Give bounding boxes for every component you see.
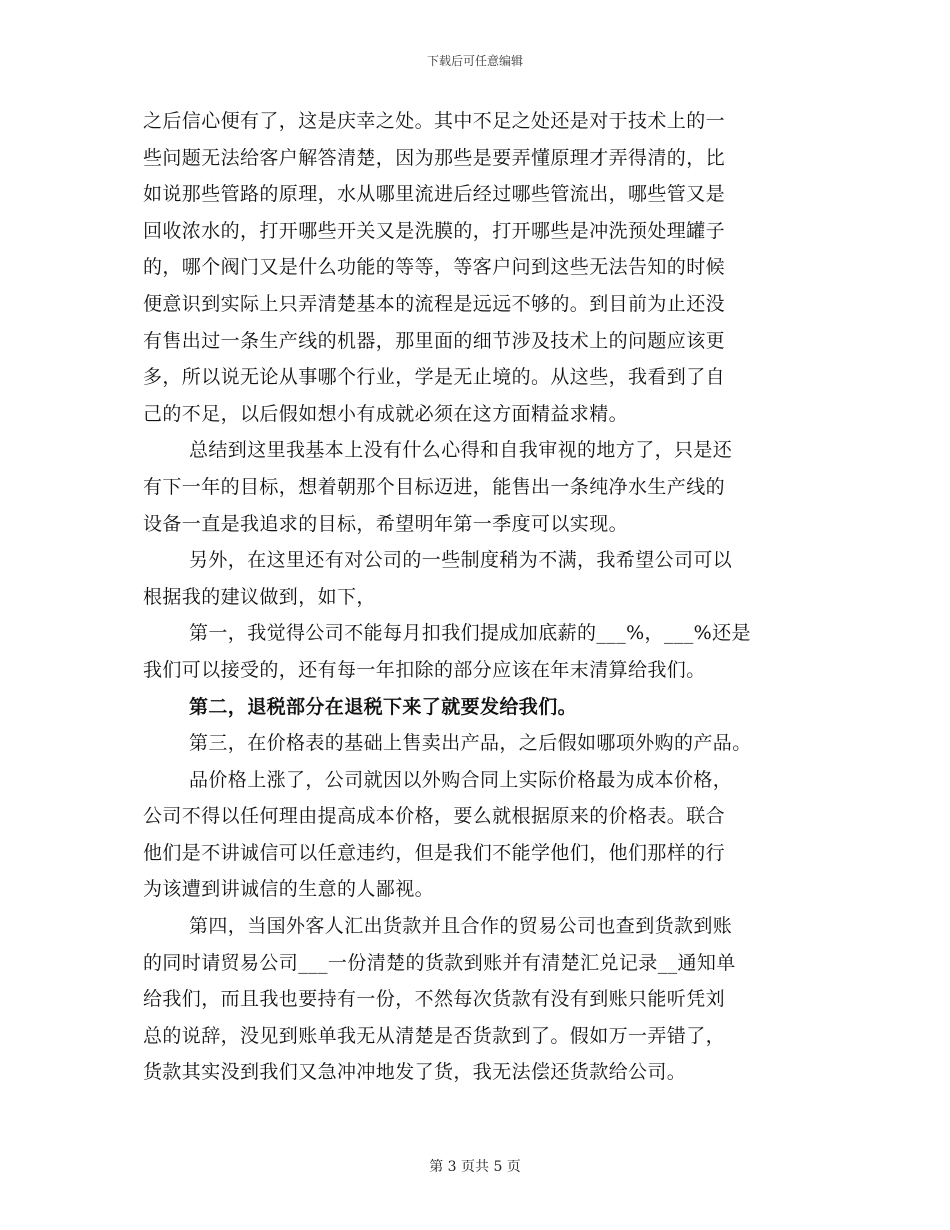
text-line: 多，所以说无论从事哪个行业，学是无止境的。从这些，我看到了自 [143,366,726,389]
text-line: 之后信心便有了，这是庆幸之处。其中不足之处还是对于技术上的一 [143,110,726,132]
text-line: 我们可以接受的，还有每一年扣除的部分应该在年末清算给我们。 [143,658,706,681]
text-line: 总的说辞，没见到账单我无从清楚是否货款到了。假如万一弄错了， [143,1024,726,1047]
text-line: 第一，我觉得公司不能每月扣我们提成加底薪的___%，___%还是 [189,622,751,645]
text-line: 给我们，而且我也要持有一份，不然每次货款有没有到账只能听凭刘 [143,988,726,1011]
text-line: 总结到这里我基本上没有什么心得和自我审视的地方了，只是还 [189,439,733,462]
text-line: 回收浓水的，打开哪些开关又是洗膜的，打开哪些是冲洗预处理罐子 [143,219,726,242]
text-line: 根据我的建议做到，如下， [143,585,376,608]
text-line: 如说那些管路的原理，水从哪里流进后经过哪些管流出，哪些管又是 [143,183,726,206]
text-line: 便意识到实际上只弄清楚基本的流程是远远不够的。到目前为止还没 [143,292,726,315]
text-line: 另外，在这里还有对公司的一些制度稍为不满，我希望公司可以 [189,549,733,572]
text-line: 的同时请贸易公司___一份清楚的货款到账并有清楚汇兑记录__通知单 [143,951,736,974]
document-body [143,103,803,1091]
text-line: 有售出过一条生产线的机器，那里面的细节涉及技术上的问题应该更 [143,329,726,352]
text-line: 的，哪个阀门又是什么功能的等等，等客户问到这些无法告知的时候 [143,256,726,279]
text-line-bold: 第二，退税部分在退税下来了就要发给我们。 [189,695,578,718]
text-line: 第四，当国外客人汇出货款并且合作的贸易公司也查到货款到账 [189,915,733,938]
text-line: 他们是不讲诚信可以任意违约，但是我们不能学他们，他们那样的行 [143,841,726,864]
text-line: 第三，在价格表的基础上售卖出产品，之后假如哪项外购的产品。 [189,732,752,755]
text-line: 有下一年的目标，想着朝那个目标迈进，能售出一条纯净水生产线的 [143,475,726,498]
text-line: 些问题无法给客户解答清楚，因为那些是要弄懂原理才弄得清的，比 [143,146,726,169]
text-line: 为该遭到讲诚信的生意的人鄙视。 [143,878,435,901]
text-line: 公司不得以任何理由提高成本价格，要么就根据原来的价格表。联合 [143,805,726,828]
text-line: 己的不足，以后假如想小有成就必须在这方面精益求精。 [143,402,629,425]
text-line: 品价格上涨了，公司就因以外购合同上实际价格最为成本价格， [189,768,733,791]
text-line: 设备一直是我追求的目标，希望明年第一季度可以实现。 [143,512,629,535]
page-number: 第 3 页共 5 页 [429,1159,521,1175]
page-header: 下载后可任意编辑 [426,54,523,68]
text-line: 货款其实没到我们又急冲冲地发了货，我无法偿还货款给公司。 [143,1061,687,1084]
